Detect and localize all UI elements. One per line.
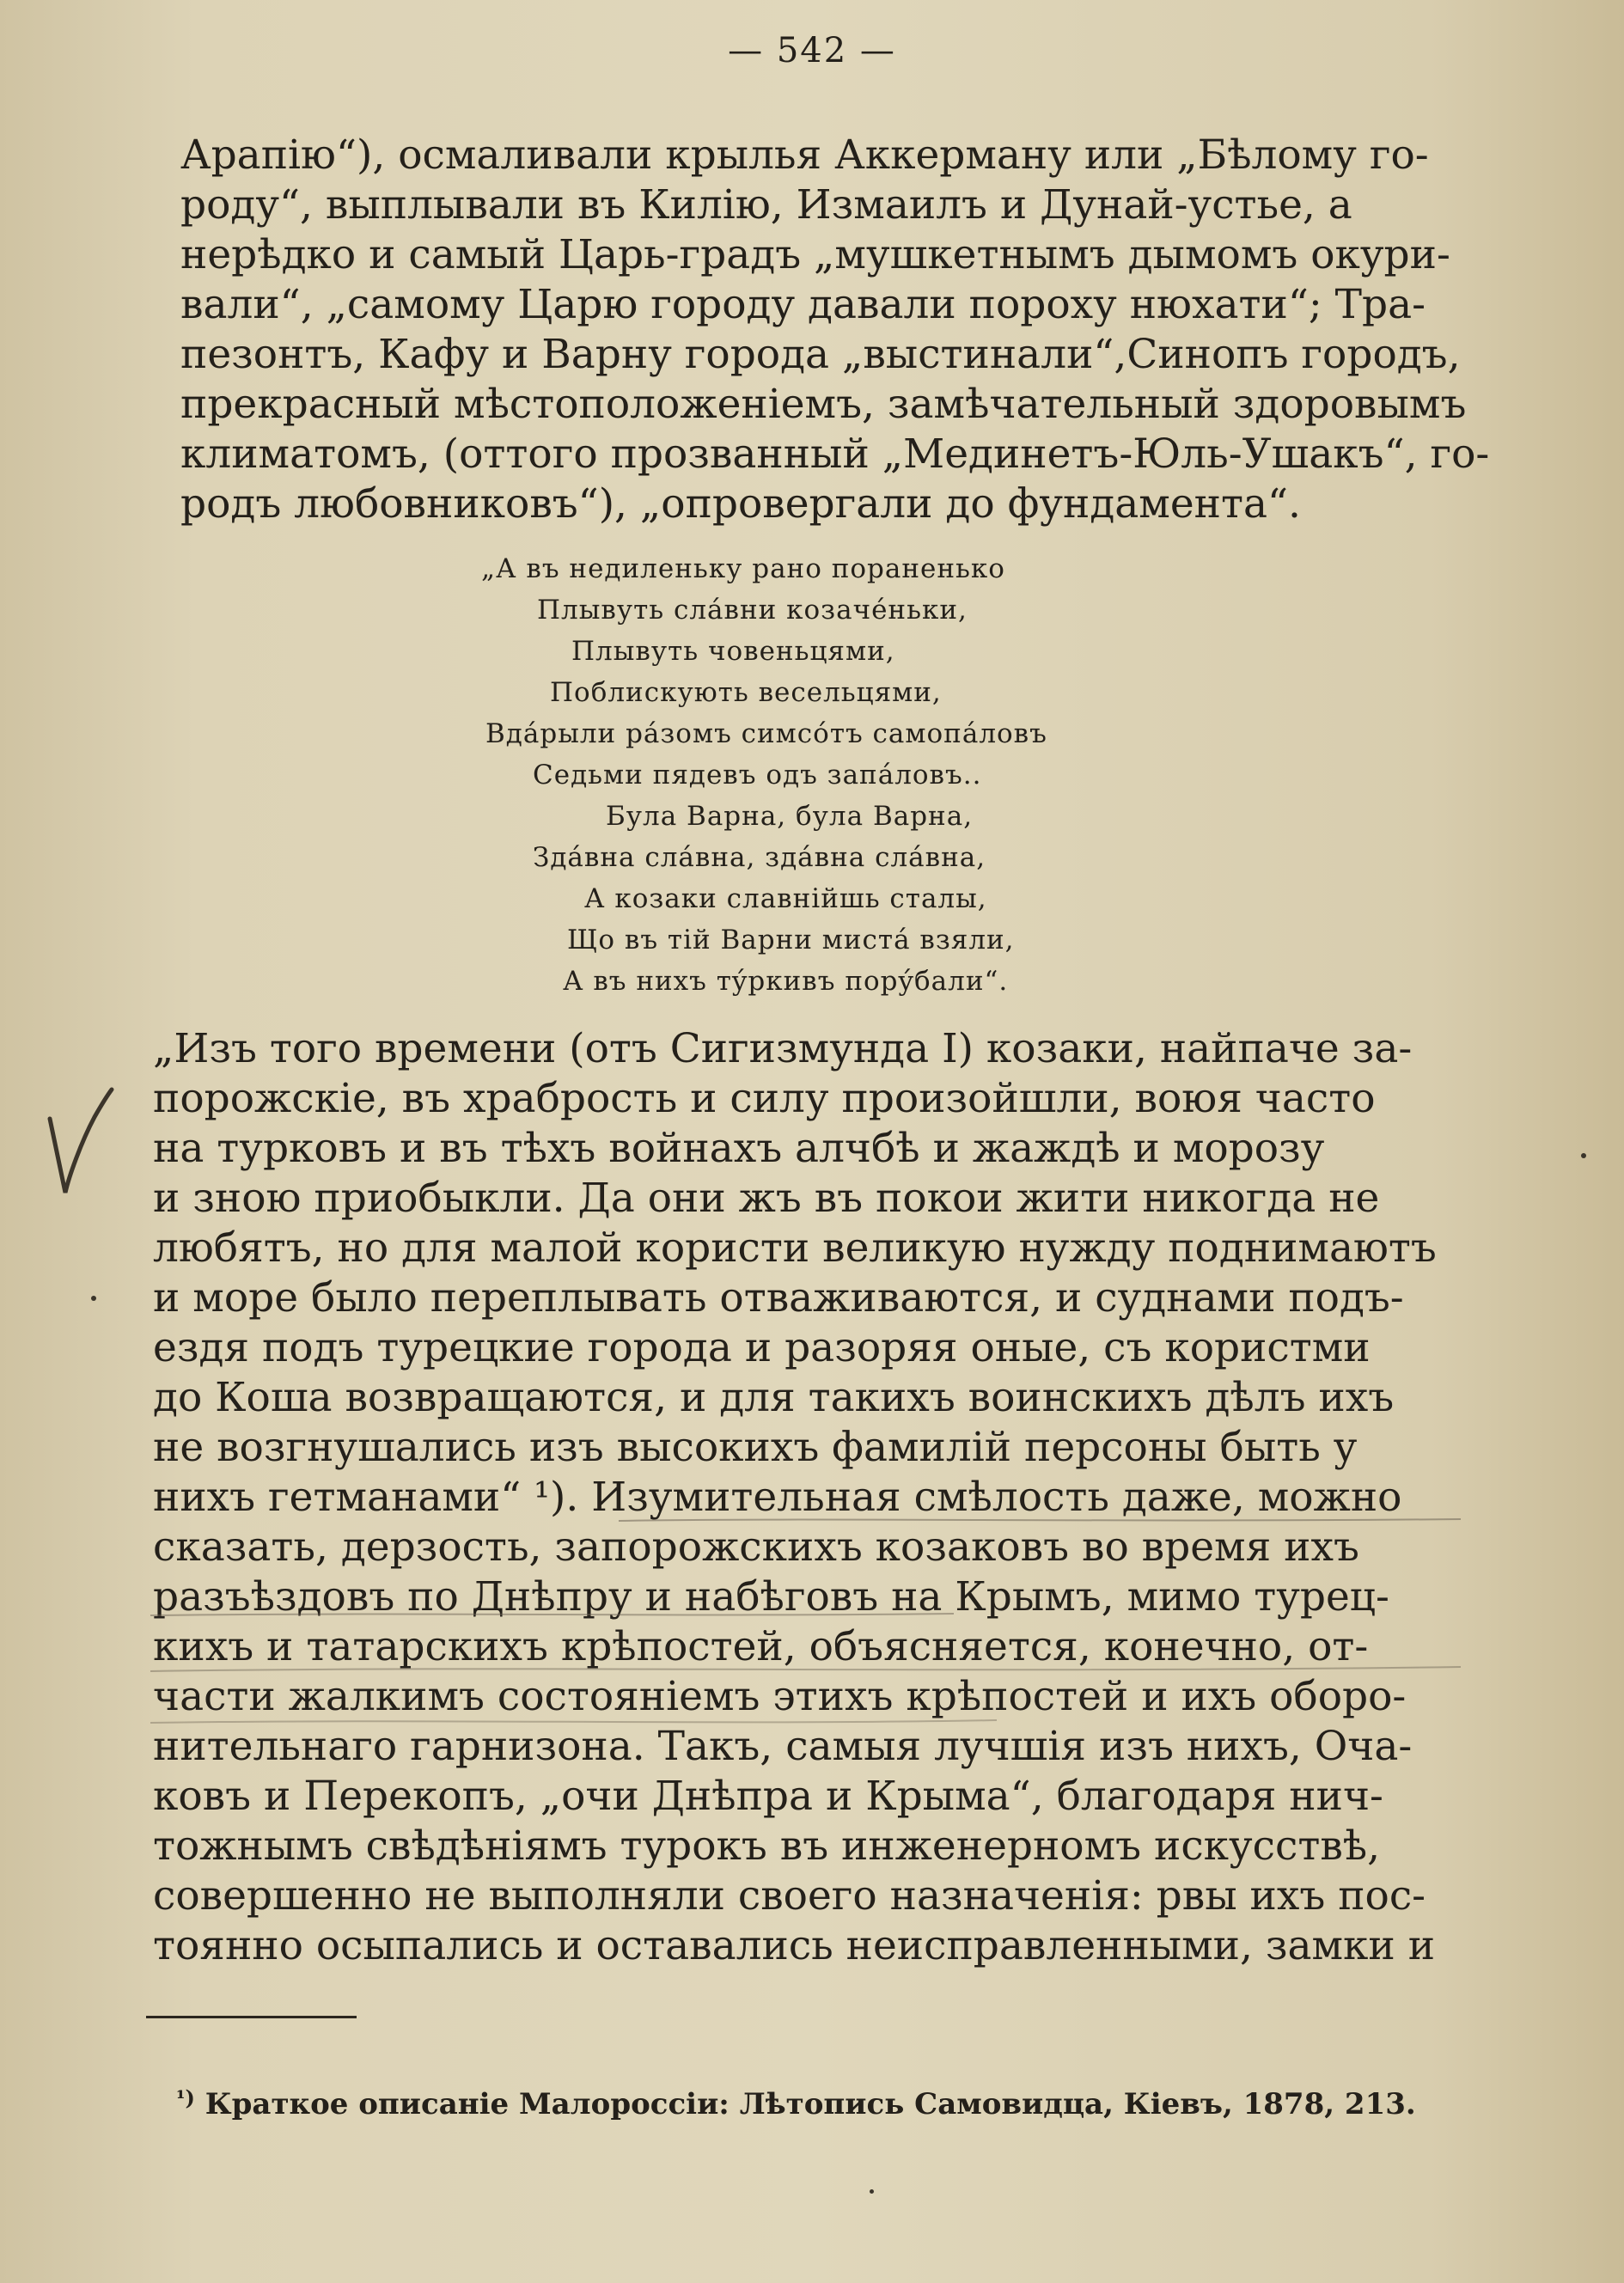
poem-verse: Плывуть човеньцями,: [571, 636, 895, 667]
poem-verse: А козаки славнійшь сталы,: [584, 883, 987, 914]
text-line: тожнымъ свѣдѣніямъ турокъ въ инженерномъ искусствѣ,: [153, 1822, 1381, 1870]
text-line: прекрасный мѣстоположеніемъ, замѣчательный здоровымъ: [180, 381, 1467, 428]
poem-verse: Здáвна слáвна, здáвна слáвна,: [533, 842, 986, 873]
poem-verse: „А въ недиленьку рано пораненько: [481, 553, 1005, 584]
text-line: ездя подъ турецкие города и разоряя оные, съ користми: [153, 1324, 1371, 1371]
text-line: вали“, „самому Царю городу давали пороху нюхати“; Тра-: [180, 281, 1426, 328]
text-line: тоянно осыпались и оставались неисправленными, замки и: [153, 1922, 1436, 1969]
margin-dot: [91, 1296, 96, 1301]
poem-verse: Була Варна, була Варна,: [606, 801, 974, 832]
text-line: любятъ, но для малой користи великую нужду поднимаютъ: [153, 1224, 1437, 1272]
text-line: части жалкимъ состояніемъ этихъ крѣпостей и ихъ оборо-: [153, 1673, 1407, 1720]
text-line: на турковъ и въ тѣхъ войнахъ алчбѣ и жаждѣ и морозу: [153, 1125, 1325, 1172]
text-line: роду“, выплывали въ Килію, Измаилъ и Дунай-устье, а: [180, 181, 1352, 229]
text-line: климатомъ, (оттого прозванный „Мединетъ-Юль-Ушакъ“, го-: [180, 430, 1490, 478]
margin-dot: [870, 2189, 874, 2194]
poem-verse: Седьми пядевъ одъ запáловъ..: [533, 760, 982, 791]
text-line: Арапію“), осмаливали крылья Аккерману или „Бѣлому го-: [180, 131, 1429, 179]
text-line: не возгнушались изъ высокихъ фамилій персоны быть у: [153, 1424, 1358, 1471]
text-line: сказать, дерзость, запорожскихъ козаковъ во время ихъ: [153, 1523, 1359, 1571]
margin-dot: [1581, 1153, 1586, 1158]
text-line: родъ любовниковъ“), „опровергали до фундамента“.: [180, 480, 1301, 528]
text-line: „Изъ того времени (отъ Сигизмунда I) козаки, найпаче за-: [153, 1025, 1413, 1072]
footnote: [176, 2079, 1416, 2123]
page-number: — 542 —: [728, 31, 896, 70]
text-line: ковъ и Перекопъ, „очи Днѣпра и Крыма“, благодаря нич-: [153, 1773, 1383, 1820]
text-line: нительнаго гарнизона. Такъ, самыя лучшія изъ нихъ, Оча-: [153, 1723, 1413, 1770]
paragraph-1: [180, 131, 1495, 529]
text-line: пезонтъ, Кафу и Варну города „выстинали“,Синопъ городъ,: [180, 331, 1461, 378]
poem-verse: Що въ тій Варни мистá взяли,: [567, 925, 1015, 955]
text-line: разъѣздовъ по Днѣпру и набѣговъ на Крымъ, мимо турец-: [153, 1573, 1389, 1621]
text-line: до Коша возвращаются, и для такихъ воинскихъ дѣлъ ихъ: [153, 1374, 1395, 1421]
footnote-divider: [146, 2016, 357, 2018]
poem-verse: Поблискують весельцями,: [550, 677, 942, 708]
text-line: нихъ гетманами“ ¹). Изумительная смѣлость даже, можно: [153, 1474, 1402, 1521]
poem-verse: А въ нихъ тýркивъ порýбали“.: [563, 966, 1009, 997]
poem-verse: Вдáрыли рáзомъ симсóтъ самопáловъ: [485, 718, 1047, 749]
text-line: и море было переплывать отваживаются, и суднами подъ-: [153, 1274, 1404, 1322]
poem-quote: [464, 548, 1117, 1002]
text-line: порожскіе, въ храбрость и силу произойшли, воюя часто: [153, 1075, 1376, 1122]
handwritten-check-mark-icon: [43, 1083, 120, 1212]
footnote-marker: ¹): [176, 2085, 195, 2110]
poem-verse: Плывуть слáвни козачéньки,: [537, 595, 968, 626]
paragraph-2: [153, 1024, 1493, 1971]
text-line: нерѣдко и самый Царь-градъ „мушкетнымъ дымомъ окури-: [180, 231, 1450, 278]
text-line: и зною приобыкли. Да они жъ въ покои жити никогда не: [153, 1175, 1380, 1222]
text-line: совершенно не выполняли своего назначенія: рвы ихъ пос-: [153, 1872, 1426, 1920]
footnote-text: Краткое описаніе Малороссіи: Лѣтопись Самовидца, Кіевъ, 1878, 213.: [205, 2087, 1416, 2121]
text-line: кихъ и татарскихъ крѣпостей, объясняется, конечно, от-: [153, 1623, 1369, 1670]
